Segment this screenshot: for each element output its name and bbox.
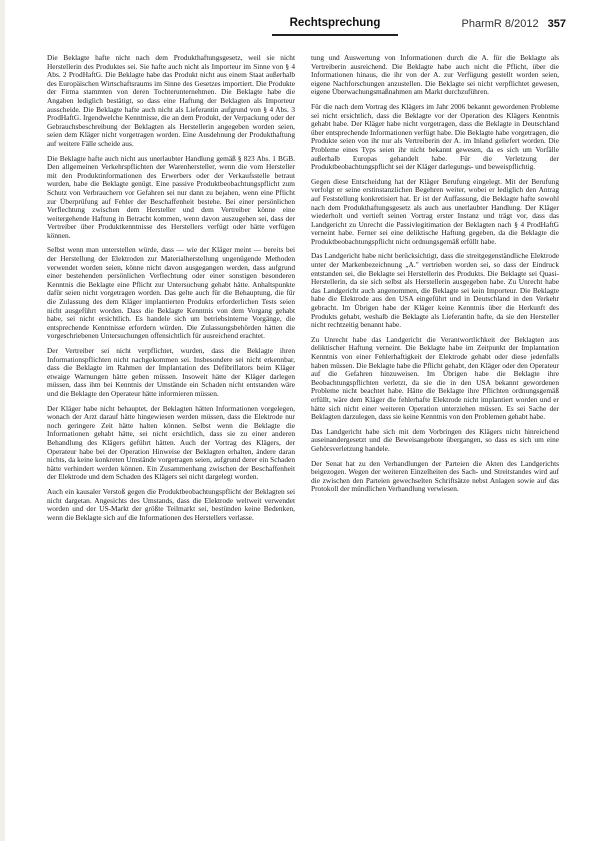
paragraph: Der Senat hat zu den Verhandlungen der Parteien die Akten des Landgerichts beigezogen. Wegen der weiteren Einzelheiten des Sach- und Streitstandes wird auf die zwischen den Parteien gewechselten Schriftsätze nebst Anlagen sowie auf das Protokoll der mündlichen Verhandlung verwiesen. bbox=[311, 458, 559, 494]
paragraph: Der Vertreiber sei nicht verpflichtet, wurden, dass die Beklagte ihren Informationspflichten nicht nachgekommen sei. Insbesondere sei nicht erkennbar, dass die Beklagte im Rahmen der Implantation des Defibrillators beim Kläger etwaige Warnungen hätte geben müssen. Insoweit hätte der Kläger darlegen müssen, dass ihm bei Kenntnis der Umstände ein Schaden nicht entstanden wäre und die Beklagte den Operateur hätte informieren müssen. bbox=[47, 346, 295, 398]
issue-header bbox=[462, 18, 566, 30]
paragraph: Der Kläger habe nicht behauptet, der Beklagten hätten Informationen vorgelegen, wonach der Arzt darauf hätte hingewiesen werden müssen, dass die Elektrode nur noch geringere Zeit hätte halten können. Selbst wenn die Beklagte die Informationen gehabt hätte, sei nicht ersichtlich, dass sie zu einer anderen Behandlung des Klägers geführt hätten. Auch der Vortrag des Klägers, der Operateur habe bei der Operation Hinweise der Beklagten erhalten, ändere daran nichts, da keine konkreten Umstände vorgetragen seien, aufgrund derer ein Schaden hätte verhindert werden können. Ein Zusammenhang zwischen der Beschaffenheit der Elektrode und dem Schaden des Klägers sei nicht dargelegt worden. bbox=[47, 403, 295, 482]
paragraph: Die Beklagte hafte nicht nach dem Produkthaftungsgesetz, weil sie nicht Herstellerin des Produktes sei. Sie hafte auch nicht als Importeur im Sinne von § 4 Abs. 2 ProdHaftG. Die Beklagte habe das Produkt nicht aus einem Staat außerhalb des Europäischen Wirtschaftsraums im Sinne des Gesetzes importiert. Die Produkte der Firma stammten von deren Tochterunternehmen. Die Beklagte habe die Angaben lediglich bestätigt, so dass eine Haftung der Beklagten als Importeur ausscheide. Die Beklagte hafte auch nicht als Lieferantin aufgrund von § 4 Abs. 3 ProdHaftG. Irgendwelche Kenntnisse, die an dem Produkt, der Verpackung oder der Gebrauchsbeschreibung der Beklagten als Herstellerin angegeben worden seien, seien dem Kläger nicht vorgetragen worden. Eine Ausdehnung der Produkthaftung auf weitere Fälle scheide aus. bbox=[47, 54, 295, 148]
paragraph: Gegen diese Entscheidung hat der Kläger Berufung eingelegt. Mit der Berufung verfolgt er seine erstinstanzlichen Begehren weiter, wobei er lediglich den Antrag auf Feststellung konkretisiert hat. Er ist der Auffassung, die Beklagte hafte sowohl nach dem Produkthaftungsgesetz als auch aus unerlaubter Handlung. Der Kläger wiederholt und vertieft seinen Vortrag erster Instanz und trägt vor, dass das Landgericht zu Unrecht die Passivlegitimation der Beklagten nach § 4 ProdHaftG verneint habe. Ferner sei eine deliktische Haftung gegeben, da die Beklagte die Produktbeobachtungspflicht nicht ordnungsgemäß erfüllt habe. bbox=[311, 176, 559, 246]
section-title: Rechtsprechung bbox=[289, 17, 381, 29]
paragraph: Das Landgericht habe nicht berücksichtigt, dass die streitgegenständliche Elektrode unter der Markenbezeichnung „A." vertrieben worden sei, so dass der Eindruck entstanden sei, die Beklagte sei Herstellerin des Produkts. Die Beklagte sei Quasi-Herstellerin, da sie sich selbst als Herstellerin ausgegeben habe. Zu Unrecht habe das Landgericht auch angenommen, die Beklagte sei kein Importeur. Die Beklagte habe die Elektrode aus den USA eingeführt und in Deutschland in den Verkehr gebracht. Im Übrigen habe der Kläger keine Kenntnis über die Herkunft des Produkts gehabt, weshalb die Beklagte als Lieferantin hafte, da sie den Hersteller nicht rechtzeitig benannt habe. bbox=[311, 251, 559, 330]
left-column bbox=[47, 54, 295, 824]
paragraph: tung und Auswertung von Informationen durch die A. für die Beklagte als Vertreiberin ausreichend. Die Beklagte habe auch nicht die Pflicht, über die Informationen hinaus, die ihr von der A. zur Verfügung gestellt worden seien, eigene Nachforschungen anzustellen. Die Beklagte sei nicht verpflichtet gewesen, eigene Überwachungsmaßnahmen am Markt durchzuführen. bbox=[311, 54, 559, 97]
paragraph: Das Landgericht habe sich mit dem Vorbringen des Klägers nicht hinreichend auseinandergesetzt und die Beweisangebote übergangen, so dass es sich um eine Gehörsverletzung handele. bbox=[311, 426, 559, 453]
paragraph: Selbst wenn man unterstellen würde, dass — wie der Kläger meint — bereits bei der Herstellung der Elektroden zur Materialherstellung ungenügende Methoden verwendet worden seien, könne nicht davon ausgegangen werden, dass aufgrund einer bestehenden persönlichen Verflechtung oder einer sonstigen besonderen Kenntnis die Beklagte eine Pflicht zur Untersuchung gehabt hätte. Anhaltspunkte dafür seien nicht vorgetragen worden. Das gelte auch für die Behauptung, die für die Zulassung des dem Kläger implantierten Produkts erforderlichen Tests seien nicht ausgeführt worden. Dass die Beklagte Kenntnis von dem Vorgang gehabt habe, sei nicht ersichtlich. Es handele sich um betriebsinterne Vorgänge, die entsprechende Kenntnisse erfordern würden. Die Zulassungsbehörden hätten die vorgeschriebenen Untersuchungen offensichtlich für ausreichend erachtet. bbox=[47, 245, 295, 341]
right-column bbox=[311, 54, 559, 824]
page-number: 357 bbox=[547, 18, 566, 30]
paragraph: Auch ein kausaler Verstoß gegen die Produktbeobachtungspflicht der Beklagten sei nicht dargetan. Angesichts des Umstands, dass die Elektrode weltweit verwendet worden und der US-Markt der größte Teilmarkt sei, bestünden keine Bedenken, wenn die Beklagte sich auf die Informationen des Herstellers verlasse. bbox=[47, 486, 295, 522]
page-edge bbox=[0, 0, 5, 841]
section-header bbox=[260, 17, 410, 39]
paragraph: Die Beklagte hafte auch nicht aus unerlaubter Handlung gemäß § 823 Abs. 1 BGB. Den allgemeinen Verkehrspflichten der Warenhersteller, wenn die vom Hersteller mit den Produktinformationen des Erwerbers oder der Verkaufsstelle betraut wurden, habe die Beklagte genügt. Eine passive Produktbeobachtungspflicht zum Schutz von Verbrauchern vor Gefahren sei nur dann zu bejahen, wenn eine Pflicht zur Überprüfung auf Fehler der Beschaffenheit bestehe. Bei einer persönlichen Verflechtung zwischen dem Hersteller und dem Vertreiber könne eine weitergehende Haftung in Betracht kommen, wenn davon auszugehen sei, dass der Vertreiber über Produktkenntnisse des Herstellers verfügt oder hätte verfügen können. bbox=[47, 153, 295, 240]
paragraph: Zu Unrecht habe das Landgericht die Verantwortlichkeit der Beklagten aus deliktischer Haftung verneint. Die Beklagte habe im Zeitpunkt der Implantation Kenntnis von einer Fehlerhaftigkeit der Elektrode gehabt oder diese jedenfalls haben müssen. Die Beklagte habe die Pflicht gehabt, den Kläger oder den Operateur auf die Gefahren hinzuweisen. Im Übrigen habe die Beklagte ihre Beobachtungspflichten verletzt, da sie die in den USA bekannt gewordenen Probleme nicht beachtet habe. Hätte die Beklagte ihre Pflichten ordnungsgemäß erfüllt, wäre dem Kläger die fehlerhafte Elektrode nicht implantiert worden und er hätte sich nicht einer weiteren Operation unterziehen müssen. Es sei Sache der Beklagten darzulegen, dass sie keine Kenntnis von den Problemen gehabt habe. bbox=[311, 334, 559, 422]
paragraph: Für die nach dem Vortrag des Klägers im Jahr 2006 bekannt gewordenen Probleme sei nicht ersichtlich, dass die Beklagte vor der Operation des Klägers Kenntnis gehabt habe. Der Kläger habe nicht vorgetragen, dass die Beklagte in Deutschland über entsprechende Informationen verfügt habe. Die Beklagte habe vorgetragen, die Produkte seien von ihr nur als Vertreiberin der A. im Inland geliefert worden. Die Probleme eines Typs seien ihr nicht bekannt gewesen, da es sich um Vorfälle außerhalb Europas gehandelt habe. Für die Verletzung der Produktbeobachtungspflicht sei der Kläger darlegungs- und beweispflichtig. bbox=[311, 101, 559, 172]
issue-label: PharmR 8/2012 bbox=[461, 18, 539, 30]
